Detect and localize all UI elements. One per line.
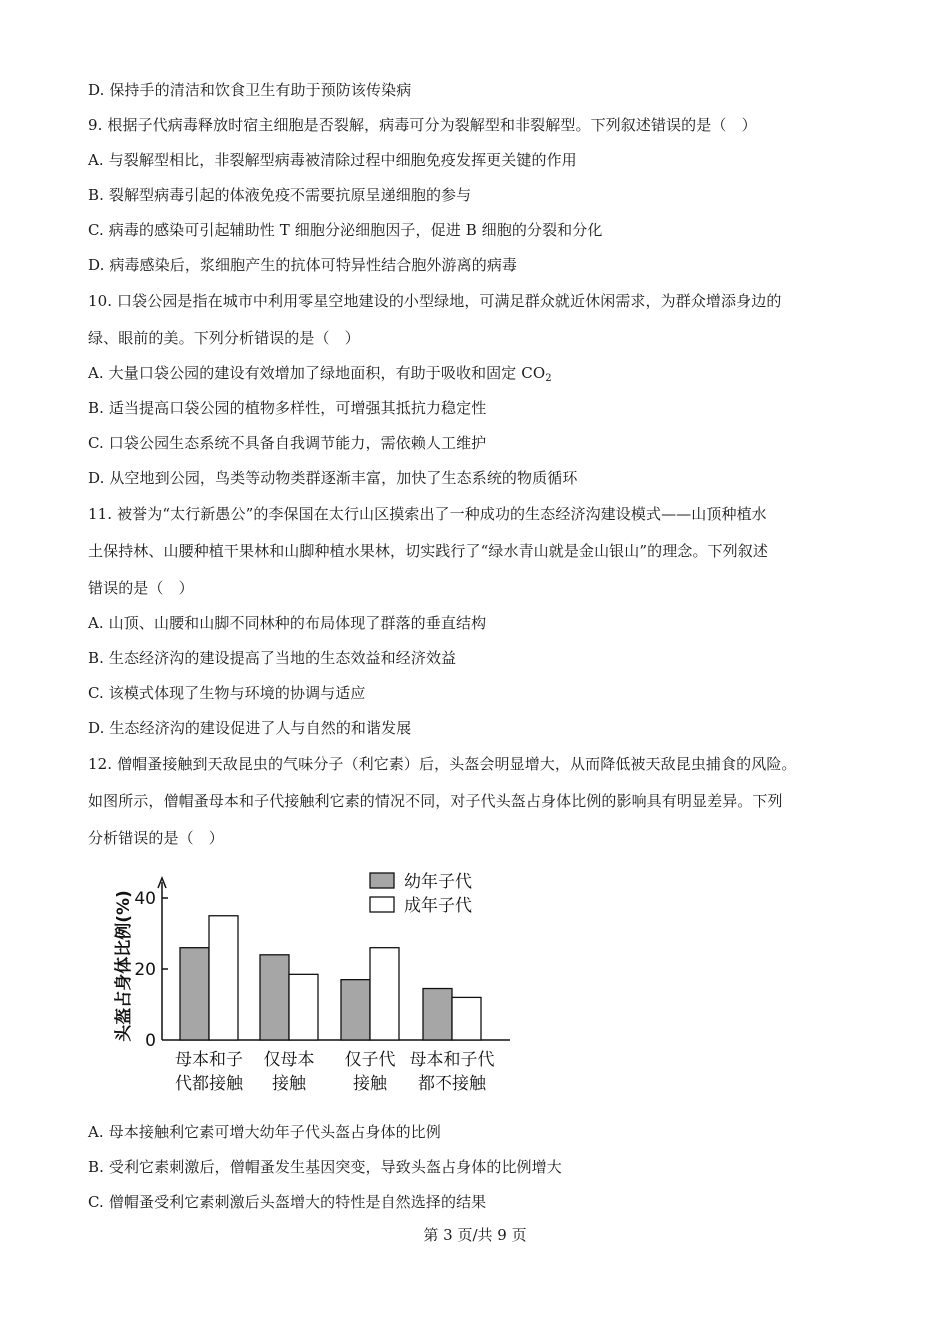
y-axis-label: 头盔占身体比例(%) (114, 890, 134, 1042)
question-12-option-b: B. 受利它素刺激后，僧帽蚤发生基因突变，导致头盔占身体的比例增大 (88, 1158, 562, 1176)
x-tick-label: 接触 (272, 1074, 306, 1094)
y-tick-label: 0 (145, 1031, 156, 1051)
question-9-option-c: C. 病毒的感染可引起辅助性 T 细胞分泌细胞因子，促进 B 细胞的分裂和分化 (88, 221, 603, 239)
question-10-option-c: C. 口袋公园生态系统不具备自我调节能力，需依赖人工维护 (88, 434, 487, 452)
x-tick-label: 仅母本 (263, 1050, 315, 1070)
bar-chart (100, 864, 540, 1104)
question-12-stem: 如图所示，僧帽蚤母本和子代接触利它素的情况不同，对子代头盔占身体比例的影响具有明显差异。下列 (88, 792, 783, 810)
bar (209, 916, 238, 1040)
question-10-stem: 绿、眼前的美。下列分析错误的是（ ） (88, 329, 360, 347)
text-line: D. 保持手的清洁和饮食卫生有助于预防该传染病 (88, 81, 412, 99)
page-footer: 第 3 页/共 9 页 (423, 1226, 527, 1244)
bar (289, 974, 318, 1040)
chart-marks (134, 871, 510, 1094)
x-tick-label: 母本和子 (175, 1050, 243, 1070)
question-11-stem: 土保持林、山腰种植干果林和山脚种植水果林，切实践行了“绿水青山就是金山银山”的理念。下列叙述 (88, 542, 768, 560)
text-span: A. 大量口袋公园的建设有效增加了绿地面积，有助于吸收和固定 CO (88, 364, 546, 382)
bar (180, 948, 209, 1040)
bar (423, 989, 452, 1040)
question-11-option-c: C. 该模式体现了生物与环境的协调与适应 (88, 684, 366, 702)
question-9-option-a: A. 与裂解型相比，非裂解型病毒被清除过程中细胞免疫发挥更关键的作用 (88, 151, 577, 169)
question-10-option-b: B. 适当提高口袋公园的植物多样性，可增强其抵抗力稳定性 (88, 399, 487, 417)
question-9-stem: 9. 根据子代病毒释放时宿主细胞是否裂解，病毒可分为裂解型和非裂解型。下列叙述错误的是（ ） (88, 116, 757, 134)
x-tick-label: 仅子代 (344, 1050, 396, 1070)
x-tick-label: 母本和子代 (409, 1050, 495, 1070)
question-12-stem: 12. 僧帽蚤接触到天敌昆虫的气味分子（利它素）后，头盔会明显增大，从而降低被天敌昆虫捕食的风险。 (88, 755, 797, 773)
legend-label: 幼年子代 (404, 872, 472, 892)
legend-swatch (370, 873, 394, 888)
question-10-stem: 10. 口袋公园是指在城市中利用零星空地建设的小型绿地，可满足群众就近休闲需求，为群众增添身边的 (88, 292, 782, 310)
y-tick-label: 20 (134, 960, 156, 980)
bar (260, 955, 289, 1040)
question-12-option-a: A. 母本接触利它素可增大幼年子代头盔占身体的比例 (88, 1123, 441, 1141)
x-tick-label: 都不接触 (418, 1074, 486, 1094)
question-11-stem: 11. 被誉为“太行新愚公”的李保国在太行山区摸索出了一种成功的生态经济沟建设模式——山顶种植水 (88, 505, 767, 523)
question-12-stem: 分析错误的是（ ） (88, 829, 224, 847)
question-12-option-c: C. 僧帽蚤受利它素刺激后头盔增大的特性是自然选择的结果 (88, 1193, 487, 1211)
question-10-option-d: D. 从空地到公园，鸟类等动物类群逐渐丰富，加快了生态系统的物质循环 (88, 469, 578, 487)
question-11-option-d: D. 生态经济沟的建设促进了人与自然的和谐发展 (88, 719, 412, 737)
x-tick-label: 代都接触 (175, 1074, 243, 1094)
question-11-stem: 错误的是（ ） (88, 579, 194, 597)
question-10-option-a (88, 363, 552, 383)
subscript: 2 (545, 373, 552, 384)
x-tick-label: 接触 (353, 1074, 387, 1094)
y-tick-label: 40 (134, 889, 156, 909)
bar (341, 980, 370, 1040)
bar (452, 997, 481, 1040)
bar (370, 948, 399, 1040)
question-9-option-b: B. 裂解型病毒引起的体液免疫不需要抗原呈递细胞的参与 (88, 186, 472, 204)
question-11-option-a: A. 山顶、山腰和山脚不同林种的布局体现了群落的垂直结构 (88, 614, 487, 632)
legend-label: 成年子代 (404, 896, 472, 916)
legend-swatch (370, 897, 394, 912)
question-9-option-d: D. 病毒感染后，浆细胞产生的抗体可特异性结合胞外游离的病毒 (88, 256, 518, 274)
question-11-option-b: B. 生态经济沟的建设提高了当地的生态效益和经济效益 (88, 649, 457, 667)
